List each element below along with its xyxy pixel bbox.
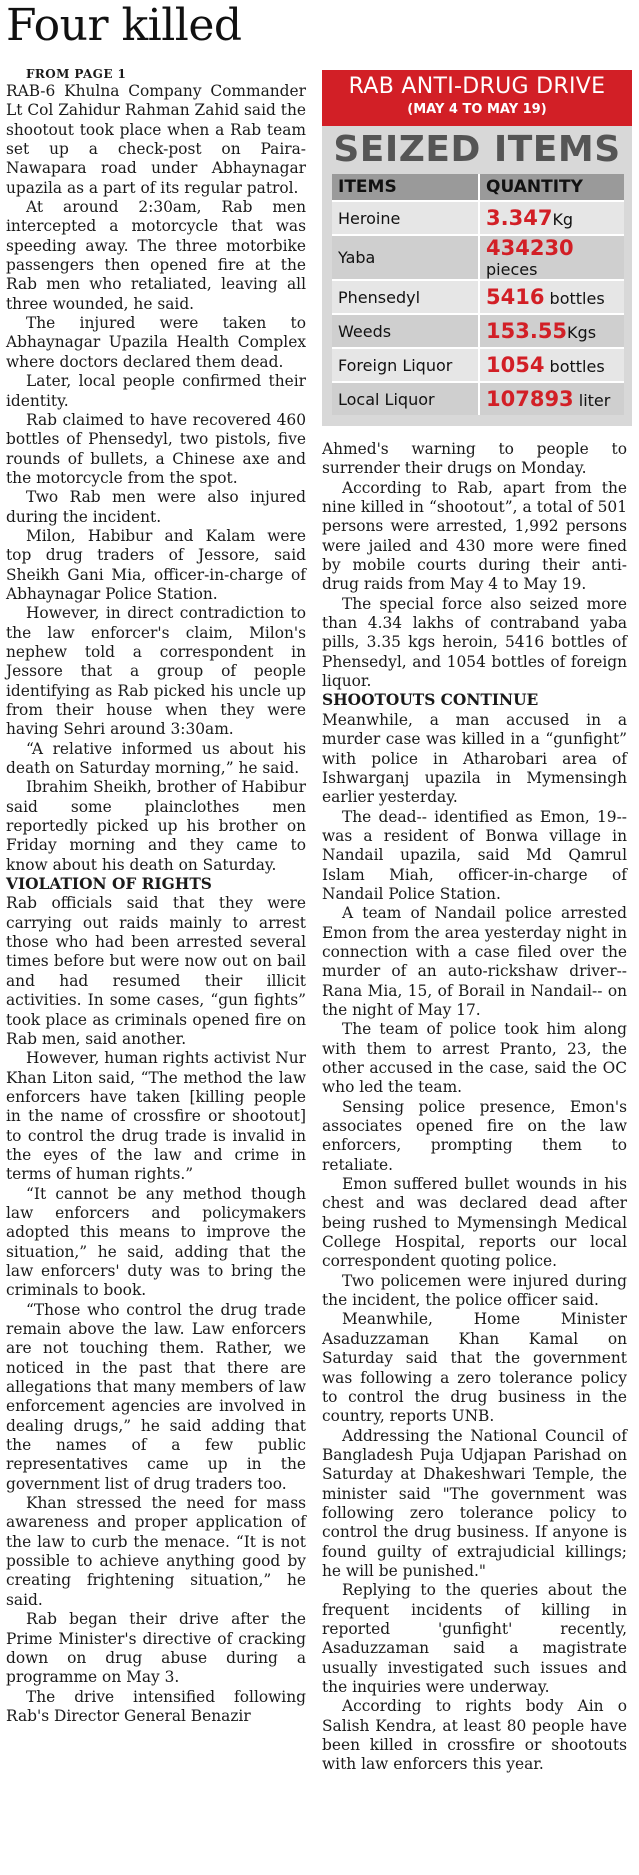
item-quantity	[479, 348, 624, 382]
paragraph: Meanwhile, a man accused in a murder case was killed in a “gunfight” with police in Atharobari area of Ishwarganj upazila in Mymensingh earlier yesterday.	[322, 710, 627, 807]
subheading: VIOLATION OF RIGHTS	[6, 875, 212, 894]
article-column-left	[6, 66, 306, 1726]
table-row	[332, 201, 624, 235]
paragraph: According to Rab, apart from the nine killed in “shootout”, a total of 501 persons were arrested, 1,992 persons were jailed and 430 more were fined by mobile courts during their anti-drug raids from May 4 to May 19.	[322, 478, 627, 594]
paragraph: The drive intensified following Rab's Director General Benazir	[6, 1687, 306, 1725]
quantity-unit: bottles	[549, 357, 605, 376]
table-row	[332, 280, 624, 314]
table-row	[332, 348, 624, 382]
paragraph: The dead-- identified as Emon, 19-- was a resident of Bonwa village in Nandail upazila, said Md Qamrul Islam Miah, officer-in-charge of Nandail Police Station.	[322, 807, 627, 903]
quantity-value: 1054	[486, 353, 545, 377]
box-header	[322, 70, 632, 126]
item-name: Phensedyl	[332, 280, 479, 314]
paragraph: Ahmed's warning to people to surrender their drugs on Monday.	[322, 440, 627, 478]
item-name: Weeds	[332, 314, 479, 348]
box-dates: (MAY 4 TO MAY 19)	[407, 102, 547, 117]
paragraph: “Those who control the drug trade remain above the law. Law enforcers are not touching them. Rather, we noticed in the past that there are allegations that many members of law enforcement agencies are involved in dealing drugs,” he said adding that the names of a few public representatives came up in the government list of drug traders too.	[6, 1300, 306, 1493]
paragraph: According to rights body Ain o Salish Kendra, at least 80 people have been killed in crossfire or shootouts with law enforcers this year.	[322, 1697, 627, 1774]
paragraph: Meanwhile, Home Minister Asaduzzaman Khan Kamal on Saturday said that the government was following a zero tolerance policy to control the drug business in the country, reports UNB.	[322, 1310, 627, 1426]
table-row	[332, 382, 624, 415]
seized-items-box	[322, 70, 632, 426]
paragraph: “It cannot be any method though law enforcers and policymakers adopted this means to improve the situation,” he said, adding that the law enforcers' duty was to bring the criminals to book.	[6, 1184, 306, 1300]
paragraph: Replying to the queries about the frequent incidents of killing in reported 'gunfight' recently, Asaduzzaman said a magistrate usually investigated such issues and the inquiries were underway.	[322, 1581, 627, 1696]
quantity-unit: Kg	[552, 210, 574, 229]
quantity-value: 3.347	[486, 206, 553, 230]
paragraph: A team of Nandail police arrested Emon from the area yesterday night in connection with a case filed over the murder of an auto-rickshaw driver-- Rana Mia, 15, of Borail in Nandail-- on the night of May 17.	[322, 904, 627, 1019]
quantity-unit: Kgs	[567, 323, 597, 342]
paragraph: Sensing police presence, Emon's associates opened fire on the law enforcers, prompting them to retaliate.	[322, 1097, 627, 1174]
box-title: RAB ANTI-DRUG DRIVE	[348, 74, 606, 99]
item-quantity	[479, 280, 624, 314]
paragraph: Milon, Habibur and Kalam were top drug traders of Jessore, said Sheikh Gani Mia, officer-in-charge of Abhaynagar Police Station.	[6, 526, 306, 603]
column-header-items: ITEMS	[332, 174, 479, 201]
paragraph: At around 2:30am, Rab men intercepted a motorcycle that was speeding away. The three motorbike passengers then opened fire at the Rab men who retaliated, leaving all three wounded, he said.	[6, 198, 306, 313]
paragraph: However, human rights activist Nur Khan Liton said, “The method the law enforcers have taken [killing people in the name of crossfire or shootout] to control the drug trade is invalid in the eyes of the law and crime in terms of human rights.”	[6, 1049, 306, 1184]
seized-items-table	[332, 174, 624, 415]
headline: Four killed	[6, 0, 242, 51]
paragraph: Two policemen were injured during the incident, the police officer said.	[322, 1271, 627, 1310]
article-column-right	[322, 440, 627, 1775]
paragraph: The special force also seized more than 4.34 lakhs of contraband yaba pills, 3.35 kgs heroin, 5416 bottles of Phensedyl, and 1054 bottles of foreign liquor.	[322, 594, 627, 691]
item-quantity	[479, 314, 624, 348]
paragraph: Ibrahim Sheikh, brother of Habibur said some plainclothes men reportedly picked up his brother on Friday morning and they came to know about his death on Saturday.	[6, 778, 306, 874]
item-quantity	[479, 235, 624, 280]
paragraph: Two Rab men were also injured during the incident.	[6, 488, 306, 526]
quantity-unit: pieces	[486, 260, 538, 279]
item-name: Yaba	[332, 235, 479, 280]
paragraph: Khan stressed the need for mass awareness and proper application of the law to curb the menace. “It is not possible to achieve anything good by creating frightening situation,” he said.	[6, 1494, 306, 1609]
quantity-value: 153.55	[486, 319, 568, 343]
paragraph: The team of police took him along with them to arrest Pranto, 23, the other accused in the case, said the OC who led the team.	[322, 1020, 627, 1097]
item-name: Local Liquor	[332, 382, 479, 415]
paragraph: Rab officials said that they were carrying out raids mainly to arrest those who had been arrested several times before but were now out on bail and had resumed their illicit activities. In some cases, “gun fights” took place as criminals opened fire on Rab men, said another.	[6, 894, 306, 1048]
quantity-value: 434230	[486, 236, 574, 260]
paragraph: Addressing the National Council of Bangladesh Puja Udjapan Parishad on Saturday at Dhakeshwari Temple, the minister said "The government was following zero tolerance policy to control the drug business. If anyone is found guilty of extrajudicial killings; he will be punished."	[322, 1426, 627, 1580]
table-row	[332, 314, 624, 348]
paragraph: Emon suffered bullet wounds in his chest and was declared dead after being rushed to Mymensingh Medical College Hospital, reports our local correspondent quoting police.	[322, 1175, 627, 1271]
paragraph: The injured were taken to Abhaynagar Upazila Health Complex where doctors declared them dead.	[6, 314, 306, 371]
quantity-value: 107893	[486, 387, 574, 411]
table-header-row	[332, 174, 624, 201]
paragraph: Rab began their drive after the Prime Minister's directive of cracking down on drug abuse during a programme on May 3.	[6, 1610, 306, 1687]
paragraph: Rab claimed to have recovered 460 bottles of Phensedyl, two pistols, five rounds of bullets, a Chinese axe and the motorcycle from the spot.	[6, 410, 306, 487]
item-name: Foreign Liquor	[332, 348, 479, 382]
item-name: Heroine	[332, 201, 479, 235]
paragraph: Later, local people confirmed their identity.	[6, 372, 306, 410]
paragraph: “A relative informed us about his death on Saturday morning,” he said.	[6, 739, 306, 778]
paragraph: RAB-6 Khulna Company Commander Lt Col Zahidur Rahman Zahid said the shootout took place when a Rab team set up a check-post on Paira-Nawapara road under Abhaynagar upazila as a part of its regular patrol.	[6, 82, 306, 197]
item-quantity	[479, 382, 624, 415]
item-quantity	[479, 201, 624, 235]
table-row	[332, 235, 624, 280]
column-header-quantity: QUANTITY	[479, 174, 624, 201]
paragraph: However, in direct contradiction to the law enforcer's claim, Milon's nephew told a correspondent in Jessore that a group of people identifying as Rab picked his uncle up from their house when they were having Sehri around 3:30am.	[6, 604, 306, 739]
quantity-value: 5416	[486, 285, 545, 309]
subheading: SHOOTOUTS CONTINUE	[322, 691, 539, 710]
quantity-unit: bottles	[549, 289, 605, 308]
box-heading: SEIZED ITEMS	[333, 129, 621, 170]
quantity-unit: liter	[578, 391, 611, 410]
dateline: FROM PAGE 1	[26, 67, 127, 81]
